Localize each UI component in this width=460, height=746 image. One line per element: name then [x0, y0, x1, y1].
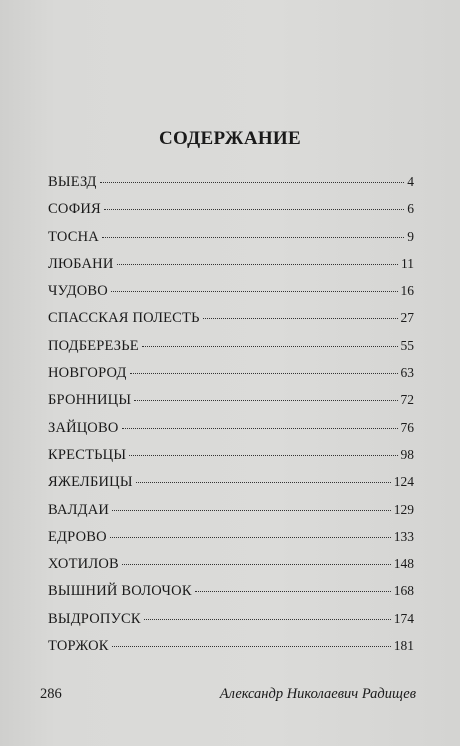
toc-entry-title: ВЫЕЗД: [48, 174, 97, 190]
toc-entry-page: 9: [407, 228, 414, 244]
toc-leader-dots: [195, 591, 391, 592]
toc-leader-dots: [142, 346, 398, 347]
toc-entry-title: СОФИЯ: [48, 201, 101, 218]
toc-leader-dots: [102, 237, 404, 238]
toc-leader-dots: [112, 646, 391, 647]
toc-entry-page: 16: [400, 283, 414, 299]
toc-entry-page: 148: [393, 556, 414, 572]
page-number: 286: [40, 686, 62, 702]
toc-entry-page: 174: [393, 610, 414, 626]
toc-entry-page: 76: [400, 419, 414, 435]
page-footer: [40, 686, 416, 703]
toc-entry-page: 129: [393, 501, 414, 517]
toc-entry: [48, 638, 414, 665]
toc-entry: [48, 474, 414, 501]
toc-entry: [48, 392, 414, 419]
toc-entry-title: ВЫДРОПУСК: [48, 610, 141, 627]
toc-entry-page: 72: [400, 392, 414, 408]
toc-leader-dots: [122, 428, 398, 429]
toc-entry-page: 27: [400, 310, 414, 326]
toc-entry: [48, 174, 414, 201]
toc-entry-title: ЛЮБАНИ: [48, 255, 114, 272]
toc-leader-dots: [104, 209, 404, 210]
toc-entry: [48, 583, 414, 610]
page-title: СОДЕРЖАНИЕ: [159, 128, 301, 149]
toc-entry: [48, 611, 414, 638]
toc-entry: [48, 338, 414, 365]
toc-entry-page: 63: [400, 365, 414, 381]
toc-leader-dots: [111, 291, 398, 292]
toc-entry: [48, 447, 414, 474]
toc-entry-page: 11: [401, 255, 414, 271]
toc-entry-title: ХОТИЛОВ: [48, 556, 119, 573]
toc-entry: [48, 283, 414, 310]
toc-entry-title: ЯЖЕЛБИЦЫ: [48, 474, 133, 491]
toc-leader-dots: [110, 537, 391, 538]
toc-entry-title: БРОННИЦЫ: [48, 392, 132, 409]
toc-entry-title: НОВГОРОД: [48, 365, 127, 382]
toc-entry: [48, 229, 414, 256]
toc-leader-dots: [117, 264, 399, 265]
table-of-contents: [48, 174, 414, 665]
toc-entry: [48, 256, 414, 283]
toc-entry-title: ЕДРОВО: [48, 528, 107, 545]
toc-entry: [48, 529, 414, 556]
toc-entry: [48, 556, 414, 583]
toc-leader-dots: [130, 373, 398, 374]
toc-leader-dots: [100, 182, 405, 183]
toc-entry-page: 124: [393, 474, 414, 490]
toc-entry-page: 168: [393, 583, 414, 599]
toc-entry: [48, 365, 414, 392]
toc-entry: [48, 502, 414, 529]
toc-entry-page: 55: [400, 337, 414, 353]
toc-entry-page: 181: [393, 638, 414, 654]
toc-leader-dots: [203, 318, 398, 319]
toc-entry: [48, 420, 414, 447]
toc-leader-dots: [136, 482, 391, 483]
toc-entry-page: 98: [400, 446, 414, 462]
toc-entry: [48, 201, 414, 228]
toc-entry-title: ВЫШНИЙ ВОЛОЧОК: [48, 583, 192, 600]
toc-entry-page: 6: [407, 201, 414, 217]
toc-entry-title: ПОДБЕРЕЗЬЕ: [48, 337, 139, 354]
toc-leader-dots: [144, 619, 391, 620]
toc-leader-dots: [112, 510, 391, 511]
toc-entry-page: 4: [407, 174, 414, 189]
toc-entry-title: ЧУДОВО: [48, 283, 108, 300]
toc-entry-page: 133: [393, 528, 414, 544]
toc-entry-title: ТОРЖОК: [48, 638, 109, 655]
author-name: Александр Николаевич Радищев: [219, 686, 416, 702]
toc-leader-dots: [134, 400, 397, 401]
toc-entry: [48, 310, 414, 337]
toc-entry-title: ТОСНА: [48, 228, 99, 245]
toc-entry-title: ВАЛДАИ: [48, 501, 110, 518]
toc-entry-title: СПАССКАЯ ПОЛЕСТЬ: [48, 310, 200, 327]
toc-leader-dots: [129, 455, 397, 456]
toc-leader-dots: [122, 564, 391, 565]
toc-entry-title: ЗАЙЦОВО: [48, 419, 119, 436]
toc-entry-title: КРЕСТЬЦЫ: [48, 446, 127, 463]
